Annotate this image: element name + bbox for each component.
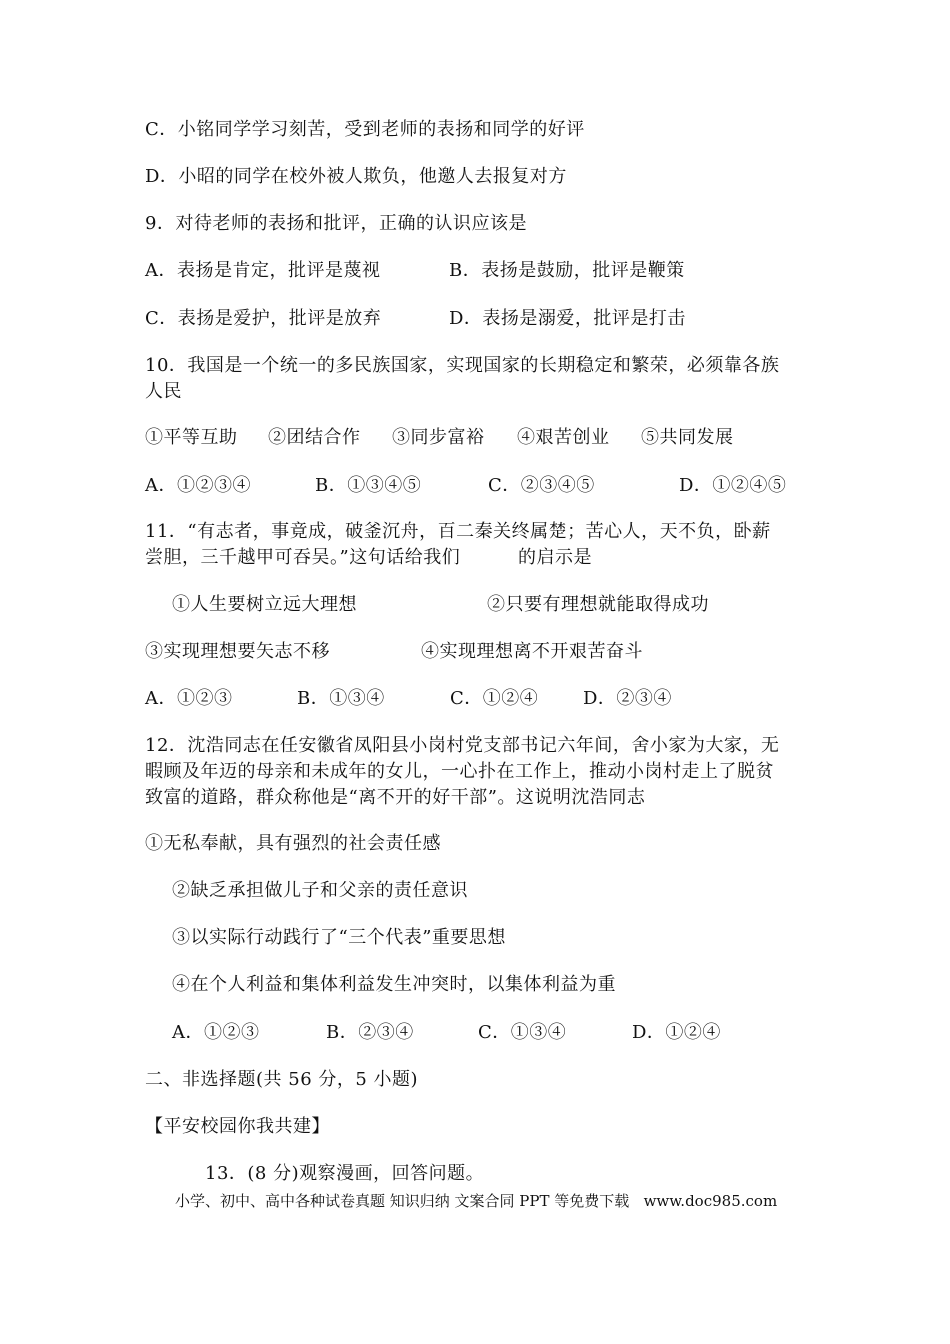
q11-item-2: ②只要有理想就能取得成功 [487, 594, 709, 615]
topic-heading: 【平安校园你我共建】 [145, 1116, 330, 1137]
q10-item-3: ③同步富裕 [392, 427, 485, 448]
q11-option-d: D．②③④ [583, 688, 672, 709]
q12-item-4: ④在个人利益和集体利益发生冲突时，以集体利益为重 [172, 974, 616, 995]
q10-item-2: ②团结合作 [268, 427, 361, 448]
q10-item-1: ①平等互助 [145, 427, 238, 448]
q12-option-b: B．②③④ [326, 1022, 414, 1043]
q10-item-4: ④艰苦创业 [517, 427, 610, 448]
q10-stem-line2: 人民 [145, 381, 182, 402]
q10-option-a: A．①②③④ [145, 475, 251, 496]
q9-option-c: C．表扬是爱护，批评是放弃 [145, 308, 382, 329]
q11-option-a: A．①②③ [145, 688, 233, 709]
q11-item-4: ④实现理想离不开艰苦奋斗 [421, 641, 643, 662]
q13-stem: 13．(8 分)观察漫画，回答问题。 [205, 1163, 485, 1184]
q11-option-b: B．①③④ [297, 688, 385, 709]
q11-stem-line2-tail: 的启示是 [518, 547, 592, 568]
q8-option-c: C．小铭同学学习刻苦，受到老师的表扬和同学的好评 [145, 119, 585, 140]
section-heading: 二、非选择题(共 56 分，5 小题) [145, 1069, 419, 1090]
q9-option-d: D．表扬是溺爱，批评是打击 [449, 308, 686, 329]
q12-option-a: A．①②③ [172, 1022, 260, 1043]
q12-item-1: ①无私奉献，具有强烈的社会责任感 [145, 833, 441, 854]
q9-stem: 9．对待老师的表扬和批评，正确的认识应该是 [145, 213, 527, 234]
q12-item-2: ②缺乏承担做儿子和父亲的责任意识 [172, 880, 468, 901]
q9-option-b: B．表扬是鼓励，批评是鞭策 [449, 260, 685, 281]
q12-option-c: C．①③④ [478, 1022, 567, 1043]
q11-item-1: ①人生要树立远大理想 [172, 594, 357, 615]
q11-option-c: C．①②④ [450, 688, 539, 709]
q10-stem-line1: 10．我国是一个统一的多民族国家，实现国家的长期稳定和繁荣，必须靠各族 [145, 355, 780, 376]
q12-stem-line2: 暇顾及年迈的母亲和未成年的女儿，一心扑在工作上，推动小岗村走上了脱贫 [145, 761, 774, 782]
q8-option-d: D．小昭的同学在校外被人欺负，他邀人去报复对方 [145, 166, 567, 187]
q10-option-d: D．①②④⑤ [679, 475, 787, 496]
q12-stem-line3: 致富的道路，群众称他是“离不开的好干部”。这说明沈浩同志 [145, 787, 646, 808]
q10-option-b: B．①③④⑤ [315, 475, 422, 496]
q12-option-d: D．①②④ [632, 1022, 721, 1043]
q10-item-5: ⑤共同发展 [641, 427, 734, 448]
q11-item-3: ③实现理想要矢志不移 [145, 641, 330, 662]
q10-option-c: C．②③④⑤ [488, 475, 595, 496]
q11-stem-line2: 尝胆，三千越甲可吞吴。”这句话给我们 [145, 547, 461, 568]
page-footer: 小学、初中、高中各种试卷真题 知识归纳 文案合同 PPT 等免费下载 www.doc985.com [175, 1192, 778, 1210]
q12-item-3: ③以实际行动践行了“三个代表”重要思想 [172, 927, 506, 948]
q11-stem-line1: 11．“有志者，事竟成，破釜沉舟，百二秦关终属楚；苦心人，天不负，卧薪 [145, 521, 771, 542]
q12-stem-line1: 12．沈浩同志在任安徽省凤阳县小岗村党支部书记六年间，舍小家为大家，无 [145, 735, 780, 756]
q9-option-a: A．表扬是肯定，批评是蔑视 [145, 260, 381, 281]
